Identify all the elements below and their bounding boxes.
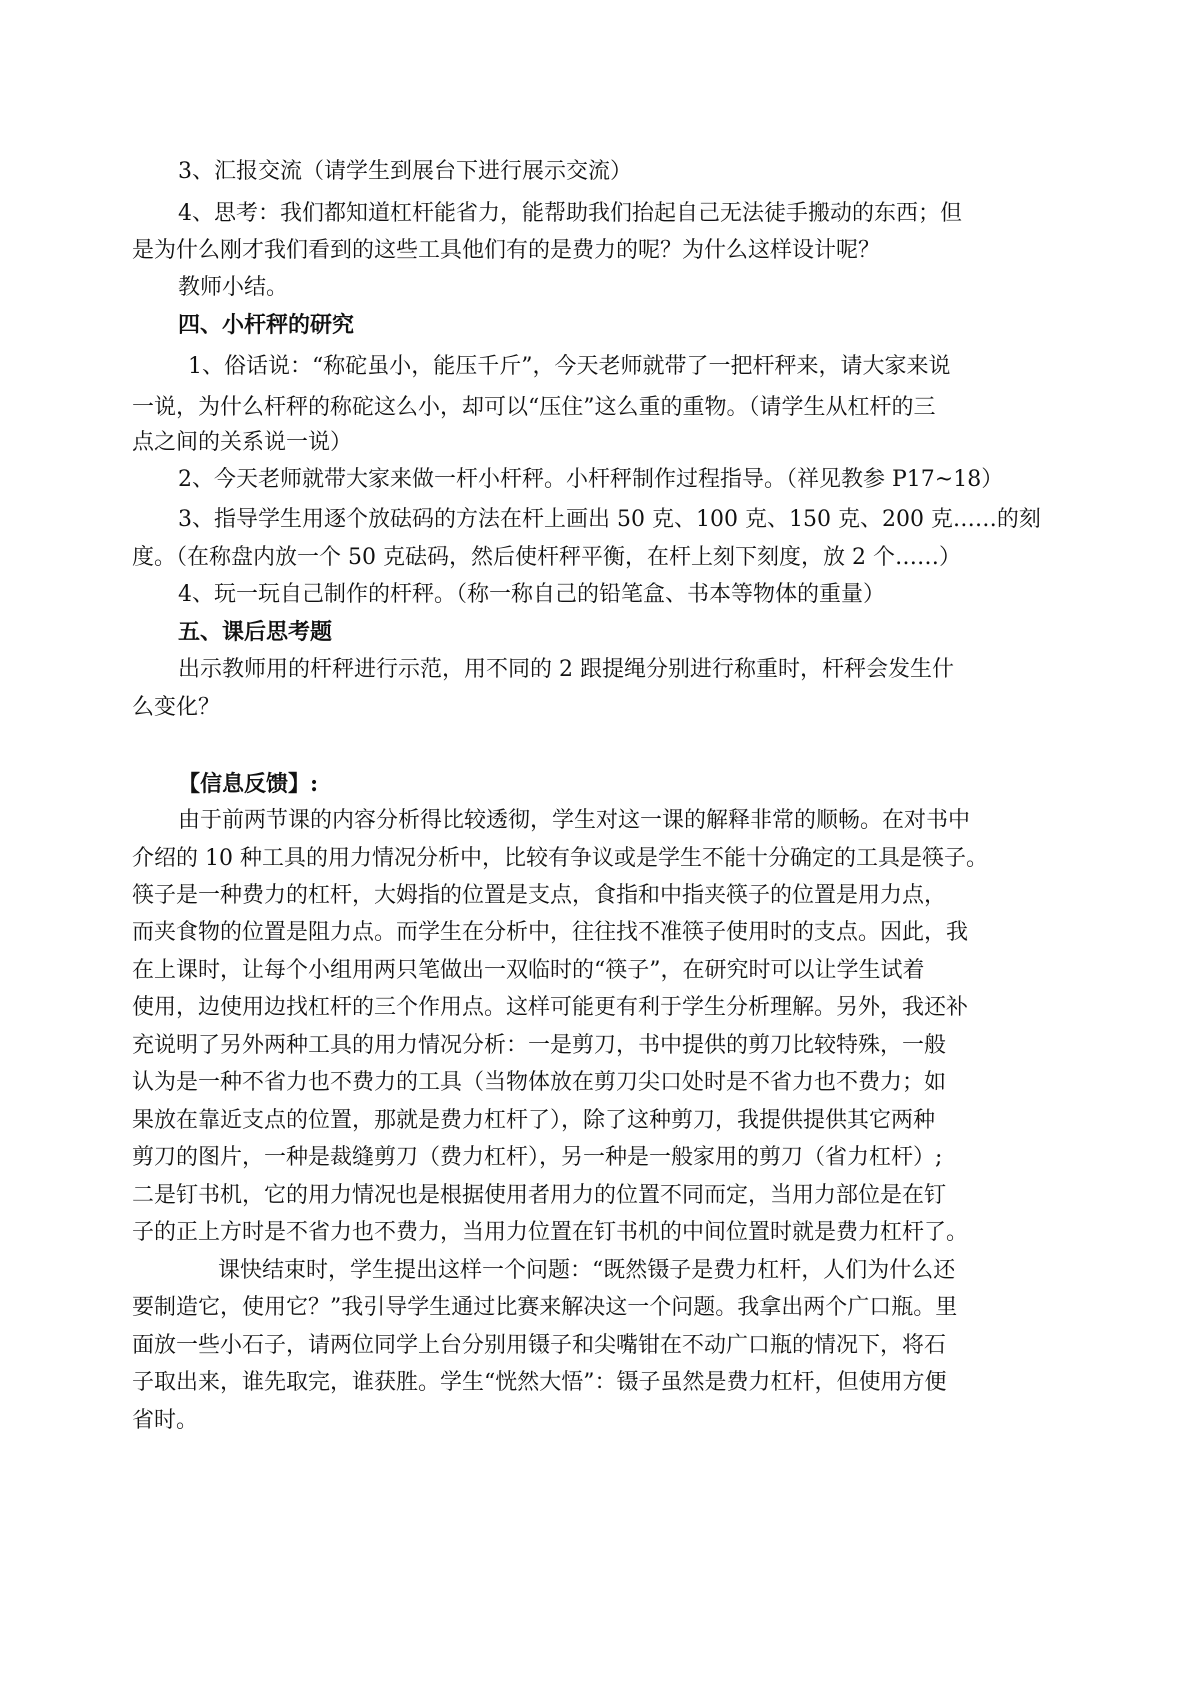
text-line: 3、指导学生用逐个放砝码的方法在杆上画出 50 克、100 克、150 克、200 克……的刻 [178,507,1041,532]
text-line: 筷子是一种费力的杠杆，大姆指的位置是支点，食指和中指夹筷子的位置是用力点， [132,883,947,908]
text-line: 点之间的关系说一说） [132,430,353,455]
text-line: 一说，为什么杆秤的称砣这么小，却可以“压住”这么重的重物。（请学生从杠杆的三 [132,395,936,420]
text-line: 剪刀的图片，一种是裁缝剪刀（费力杠杆），另一种是一般家用的剪刀（省力杠杆）; [132,1145,943,1170]
text-line: 子的正上方时是不省力也不费力，当用力位置在钉书机的中间位置时就是费力杠杆了。 [132,1220,969,1245]
text-line: 课快结束时，学生提出这样一个问题：“既然镊子是费力杠杆，人们为什么还 [218,1258,956,1283]
text-line: 面放一些小石子，请两位同学上台分别用镊子和尖嘴钳在不动广口瓶的情况下，将石 [132,1333,947,1358]
text-line: 要制造它，使用它？”我引导学生通过比赛来解决这一个问题。我拿出两个广口瓶。里 [132,1295,958,1320]
text-line: 充说明了另外两种工具的用力情况分析：一是剪刀，书中提供的剪刀比较特殊，一般 [132,1033,947,1058]
text-line: 而夹食物的位置是阻力点。而学生在分析中，往往找不准筷子使用时的支点。因此，我 [132,920,969,945]
text-line: 子取出来，谁先取完，谁获胜。学生“恍然大悟”：镊子虽然是费力杠杆，但使用方便 [132,1370,947,1395]
text-line: 教师小结。 [178,275,289,300]
section-heading: 五、课后思考题 [178,619,333,645]
text-line: 省时。 [132,1408,199,1433]
text-line: 是为什么刚才我们看到的这些工具他们有的是费力的呢？为什么这样设计呢？ [132,238,881,263]
text-line: 果放在靠近支点的位置，那就是费力杠杆了），除了这种剪刀，我提供提供其它两种 [132,1108,936,1133]
text-line: 2、今天老师就带大家来做一杆小杆秤。小杆秤制作过程指导。（祥见教参 P17~18） [178,467,1004,492]
text-line: 认为是一种不省力也不费力的工具（当物体放在剪刀尖口处时是不省力也不费力；如 [132,1070,947,1095]
text-line: 在上课时，让每个小组用两只笔做出一双临时的“筷子”，在研究时可以让学生试着 [132,958,925,983]
text-line: 么变化？ [132,695,221,720]
section-heading: 【信息反馈】: [178,771,319,797]
text-line: 3、汇报交流（请学生到展台下进行展示交流） [178,159,632,184]
text-line: 出示教师用的杆秤进行示范，用不同的 2 跟提绳分别进行称重时，杆秤会发生什 [178,657,954,682]
text-line: 使用，边使用边找杠杆的三个作用点。这样可能更有利于学生分析理解。另外，我还补 [132,995,969,1020]
text-line: 1、俗话说：“称砣虽小，能压千斤”，今天老师就带了一把杆秤来，请大家来说 [188,354,951,379]
text-line: 4、思考：我们都知道杠杆能省力，能帮助我们抬起自己无法徒手搬动的东西；但 [178,201,962,226]
text-line: 4、玩一玩自己制作的杆秤。（称一称自己的铅笔盒、书本等物体的重量） [178,582,885,607]
text-line: 介绍的 10 种工具的用力情况分析中，比较有争议或是学生不能十分确定的工具是筷子。 [132,846,988,871]
text-line: 由于前两节课的内容分析得比较透彻，学生对这一课的解释非常的顺畅。在对书中 [178,808,971,833]
text-line: 二是钉书机，它的用力情况也是根据使用者用力的位置不同而定，当用力部位是在钉 [132,1183,947,1208]
section-heading: 四、小杆秤的研究 [178,312,355,338]
text-line: 度。（在称盘内放一个 50 克砝码，然后使杆秤平衡，在杆上刻下刻度，放 2 个……） [132,545,961,570]
